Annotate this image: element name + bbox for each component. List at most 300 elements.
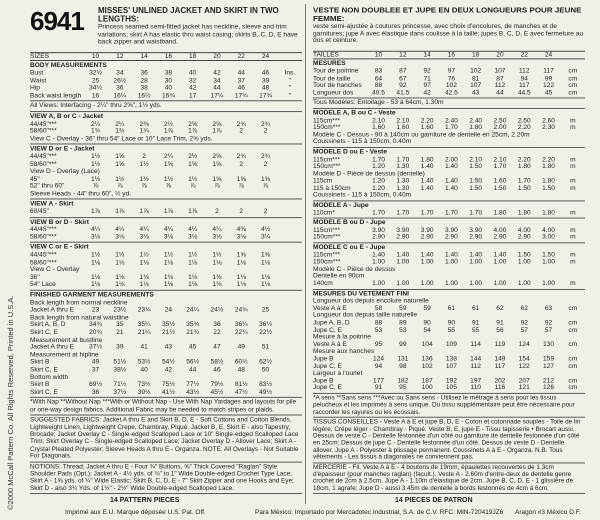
cell-value: 1⅛ [212,281,222,289]
cell-value: 107 [470,82,482,90]
cell-value: 1.40 [396,251,410,259]
cell-value: 1.40 [444,185,458,192]
row-label: 140cm [313,280,333,288]
section-heading: MODELE B ou D - Jupe [313,219,386,227]
cell-value: 110 [470,384,481,392]
french-description: veste semi-ajustée à coutures princesse, avec choix d'encolures, de manches et de garnitures; jupe A avec élastique dans coulisse à la taille; jupes B, C, D, E avec fermeture au dos et ceinture. [313,23,584,45]
cell-value: 154 [518,355,530,363]
cell-value: 1.50 [469,177,483,185]
cell-unit: cm [568,319,578,327]
cell-value: 1⅞ [115,208,125,216]
table-row [30,274,302,281]
cell-value: 23¾ [137,306,151,314]
mexico-footer: Para México: Importado por Mercadotec Industrial, S.A. de C.V. RFC: MIN-720419JZ6 [255,509,504,516]
cell-value: 2.10 [493,156,507,163]
cell-value: 2¾ [260,153,271,161]
cell-value: 1.80 [542,163,555,171]
english-suggested-fabrics: SUGGESTED FABRICS: Jacket A thru E and Skirt B, D, E - Soft Cottons and Cotton Blends, Lightweight Linen, Lightweight Crepe, Chambray, Piqué. Jacket B, E, Skirt E - also Tapestry, Brocade; Jacket Overlay C - Single-edged Scalloped Lace or 10" Single-edged Scalloped Lace Trim; Skirt Overlay C - Single-edged Scalloped Lace; Jacket Overlay D - Allover Lace; Skirt A - Crystal Pleated Polyester; Sleeve Heads A thru E - Organza. NOTE: All Overlays - Not Suitable For Diagonals. [30,416,302,463]
cell-value: 3⅛ [212,233,222,241]
cell-unit [278,252,302,259]
cell-value: ⅞ [117,183,123,190]
cell-value: 83 [374,67,383,75]
cell-unit [278,329,302,336]
row-label: Dentelle en 90cm [313,273,365,280]
cell-value: 1.00 [444,280,458,288]
cell-value: 1⅞ [163,127,173,135]
french-title: VESTE NON DOUBLEE ET JUPE EN DEUX LONGUEURS POUR JEUNE FEMME: [313,6,582,24]
row-label: 58/60"*** [30,258,57,266]
table-row [313,259,585,266]
cell-value: 36 [213,321,221,329]
row-label: 115cm [313,177,333,185]
cell-value: 1.40 [420,177,434,185]
cell-value: 37 [237,77,245,85]
cell-value: 1.50 [493,185,507,192]
cell-unit [278,183,302,190]
table-row [30,322,302,329]
table-row [30,176,302,183]
cell-value: 1⅝ [236,175,246,183]
table-row [313,132,585,139]
copyright-side-text: ©2000 McCall Pattern Co. All Rights Reserved. Printed in U.S.A. [6,295,15,510]
column-divider [305,4,306,504]
row-label: Jupe B [313,355,334,363]
yardage-section [313,109,585,148]
cell-unit: m [570,209,576,217]
cell-value: 1⅛ [260,273,271,281]
row-label: 150cm*** [313,124,341,131]
row-label: View D - Overlay (Lace) [30,168,100,175]
cell-value: 1.40 [444,177,458,185]
cell-value: 57 [520,326,528,334]
size-cell: 18 [472,51,480,59]
table-row [313,124,585,131]
cell-value: 2.90 [420,234,434,241]
cell-value: 1½ [139,175,149,183]
table-row [30,120,302,127]
cell-value: 37 [91,366,100,374]
row-label: Bottom width [30,373,69,381]
table-row [30,234,302,241]
cell-value: 24¼ [186,306,200,314]
cell-value: 34½ [89,84,102,92]
cell-value: 2 [239,160,244,168]
cell-value: 92 [544,319,553,327]
row-label: 45" [30,175,40,183]
section-heading: VIEW C or E - Skirt [30,244,89,251]
cell-value: 1.30 [396,177,410,185]
section-heading: MESURES [313,60,346,68]
cell-value: 75½ [161,381,175,389]
table-row [313,266,585,273]
cell-unit: cm [568,377,578,385]
cell-value: 1.50 [542,185,555,192]
cell-value: 1⅝ [188,160,198,168]
cell-value: 1.40 [444,251,458,259]
row-label: 115 à 150cm [313,185,351,192]
table-row [313,227,585,234]
cell-unit [278,259,302,266]
cell-value: 42.5 [444,89,458,97]
row-label: 150cm*** [313,234,341,241]
cell-value: 2.10 [372,117,385,124]
cell-value: 87 [399,67,407,75]
cell-value: 3.90 [396,226,410,234]
cell-value: 76 [447,75,456,82]
table-row [30,153,302,160]
english-description: Princess seamed semi-fitted jacket has neckline, sleeve and trim variations; skirt A has elastic thru waist casing; skirts B, C, D, E have back zipper and waistband. [98,23,298,46]
cell-value: 2¾ [260,120,271,128]
cell-value: 2 [263,127,268,135]
size-cell: 14 [423,51,431,59]
cell-value: 2 [239,127,244,135]
row-label: Waist [30,77,47,85]
cell-unit: cm [568,384,578,392]
cell-value: 2¼ [115,120,125,128]
cell-value: 40 [164,84,173,92]
cell-value: 90 [423,319,431,327]
cell-value: 1⅛ [188,273,198,281]
cell-value: 1.50 [517,251,531,259]
cell-value: 1¾ [115,127,125,135]
cell-value: 38 [140,84,148,92]
cell-value: 202 [494,377,506,385]
cell-unit [278,234,302,241]
cell-value: 24½ [210,306,224,314]
cell-value: 4½ [260,226,271,234]
cell-value: 62½ [259,358,272,366]
cell-value: 81 [472,75,480,82]
cell-value: 44 [213,84,221,92]
cell-value: 2 [263,208,268,216]
cell-unit: " [288,84,291,92]
cell-value: 40 [189,69,197,77]
cell-value: 1⅝ [115,160,125,168]
cell-value: 1.50 [469,185,483,192]
size-cell: 20 [496,51,504,59]
cell-value: 2⅝ [212,120,222,128]
cell-value: 32 [189,77,197,85]
yardage-section [30,218,302,243]
cell-value: 58 [374,305,383,312]
table-row [30,337,302,344]
cell-value: 71½ [113,381,127,389]
table-row [30,366,302,373]
cell-unit: m [570,117,576,124]
cell-value: 1½ [90,153,101,161]
english-yardage-chart [30,112,302,398]
cell-value: 92 [520,319,528,327]
cell-value: 44 [496,89,504,97]
cell-value: 1.50 [469,163,483,171]
cell-value: 1⅛ [163,273,173,281]
cell-value: 2.50 [493,117,507,124]
cell-value: 1.00 [372,280,385,288]
cell-value: 51 [261,343,270,351]
table-row [30,135,302,142]
table-row [313,280,585,287]
cell-value: 64 [374,75,383,82]
cell-value: 131 [397,355,409,363]
cell-value: 102 [421,362,433,370]
section-heading: MODELE A - Jupe [313,202,369,210]
cell-value: 71 [423,75,431,82]
cell-value: 1.00 [420,280,434,288]
cell-value: 2.20 [420,117,434,124]
cell-value: 1.70 [396,209,410,217]
cell-value: ⅞ [238,183,244,190]
cell-value: 109 [445,341,457,348]
row-label: Measurement at hipline [30,351,99,359]
cell-value: 1.70 [396,156,410,163]
row-label: Tour de hanches [313,82,362,90]
cell-value: 17¾ [259,92,272,100]
cell-value: 127 [543,362,555,370]
size-cell: 24 [544,51,553,59]
table-row [30,77,302,84]
cell-unit [278,208,302,215]
row-label: 110cm* [313,209,335,217]
cell-value: 1.80 [542,177,555,185]
cell-value: 136 [421,355,433,363]
yardage-section [313,219,585,244]
row-label: 115cm*** [313,117,340,124]
cell-value: 40.5 [372,89,385,97]
cell-value: 4.00 [517,226,531,234]
cell-value: 3¼ [260,233,271,241]
cell-value: 4.00 [542,226,555,234]
cell-value: 117 [543,67,554,75]
cell-value: 55 [447,326,456,334]
cell-value: 35¾ [186,321,200,329]
cell-unit [278,389,302,396]
size-cell: 18 [189,52,197,60]
cell-unit: cm [568,67,578,75]
cell-value: 4⅜ [236,226,246,234]
row-label: Skirt A, B, D [30,321,66,329]
cell-value: 1½ [188,175,198,183]
size-cell: 12 [399,51,407,59]
cell-value: 1⅛ [236,258,246,266]
cell-value: 1½ [139,251,149,259]
table-row [30,161,302,168]
cell-value: 1⅝ [236,251,246,259]
size-cell: 16 [447,51,456,59]
table-row [313,90,585,97]
row-label: Skirt B [30,358,50,366]
cell-value: 1.00 [517,280,531,288]
cell-value: 126 [543,384,555,392]
section-heading: MODELE A, B ou C - Veste [313,109,396,117]
cell-value: 121 [518,384,530,392]
table-row [313,139,585,146]
cell-value: 112 [518,67,530,75]
yardage-section [30,145,302,200]
cell-value: 112 [470,362,481,370]
cell-value: 1.40 [469,251,483,259]
cell-value: 43½ [186,388,200,396]
cell-value: 46 [213,366,221,374]
cell-value: 17 [189,92,197,100]
cell-value: 92 [399,82,407,90]
cell-value: 1.50 [517,185,531,192]
cell-value: 1.00 [542,280,555,288]
row-label: Bust [30,69,44,77]
table-row [30,190,302,197]
row-label: 58/60"*** [30,127,57,135]
cell-unit: m [570,226,576,234]
table-row [313,341,585,348]
french-body-measurements [313,60,585,109]
cell-value: 1½ [90,251,101,259]
body-measurements-section [30,61,302,101]
english-column [30,6,302,494]
cell-value: 62 [496,305,504,312]
row-label: Jupe B [313,377,334,385]
cell-value: 182 [397,377,409,385]
cell-value: 1.40 [444,163,458,171]
cell-value: 56 [496,326,504,334]
cell-unit [278,226,302,233]
cell-unit: cm [568,82,578,90]
cell-value: 1⅛ [260,281,271,289]
section-heading: FINISHED GARMENT MEASUREMENTS [30,291,154,299]
cell-value: 28 [140,77,148,85]
row-label: Modèle D - Pièce de dessus (dentelle) [313,170,425,178]
cell-value: 53½ [137,358,151,366]
row-label: Mesure aux hanches [313,348,375,356]
yardage-section [30,200,302,218]
cell-unit [278,161,302,168]
table-row [30,266,302,273]
cell-value: 40 [140,366,148,374]
english-title: MISSES' UNLINED JACKET AND SKIRT IN TWO LENGTHS: [98,6,279,24]
table-row [313,192,585,199]
cell-value: 1⅛ [163,281,173,289]
cell-value: 2¼ [163,153,173,161]
row-label: 44/45"*** [30,226,57,234]
cell-value: 1⅝ [115,153,125,161]
cell-value: 38 [164,69,173,77]
yardage-section [313,148,585,202]
row-label: Tour de taille [313,75,351,82]
table-row [30,168,302,175]
cell-unit [278,120,302,127]
table-row [313,68,585,75]
cell-value: 197 [470,377,482,385]
cell-value: 92 [423,67,431,75]
row-label: Longueur dos [313,89,354,97]
cell-value: 46 [237,84,245,92]
table-row [30,281,302,288]
cell-value: 1.00 [542,258,555,266]
cell-value: 1⅛ [90,273,101,281]
cell-unit: m [570,234,576,241]
cell-unit: cm [568,89,578,97]
cell-value: 60½ [234,358,248,366]
cell-unit [278,344,302,351]
cell-value: ⅞ [92,183,99,190]
french-yardage-chart [313,109,585,394]
section-heading: VIEW A - Skirt [30,200,74,208]
cell-value: 24 [164,306,173,314]
table-row [313,75,585,82]
french-pattern-pieces-count: 14 PIECES DE PATRON [395,497,473,504]
row-label: Longueur dos depuis taille naturelle [313,312,418,319]
cell-value: ⅞ [262,183,269,190]
cell-value: 107 [445,362,457,370]
cell-value: 1.00 [372,258,385,266]
cell-value: 149 [494,355,506,363]
cell-value: 1.50 [542,251,555,259]
row-label: Mesure à la poitrine [313,333,371,341]
cell-unit [278,322,302,329]
cell-value: 1.40 [420,251,434,259]
table-row [30,208,302,215]
cell-value: 99 [399,341,407,348]
row-label: Coussinets - 115 à 150cm, 0.40m [313,192,412,199]
cell-value: 2.90 [493,234,507,241]
cell-value: 1.70 [372,209,385,217]
cell-unit [278,381,302,388]
cell-value: 1⅝ [212,175,222,183]
cell-unit: m [570,280,576,288]
cell-value: 57 [544,326,553,334]
row-label: View C - Overlay - 36" thru 54" Lace or 10" Lace Trim, 2⅝ yds. [30,135,213,143]
cell-value: 3.00 [542,234,555,241]
cell-value: 37½ [89,343,102,351]
cell-value: 34 [116,69,124,77]
cell-value: 1⅞ [188,208,198,216]
cell-value: 2.20 [517,156,531,163]
cell-value: 53 [399,326,407,334]
cell-value: 4¼ [188,226,198,234]
cell-value: 36 [116,84,124,92]
row-label: Jacket A thru E [30,306,74,314]
cell-value: 35 [116,321,124,329]
table-row [313,305,585,312]
section-heading: MODELE D ou E - Veste [313,148,388,156]
cell-value: 4¼ [163,226,173,234]
cell-value: 124 [518,341,530,348]
cell-value: 36½ [259,321,272,329]
section-heading: VIEW B or D - Skirt [30,218,89,226]
cell-value: 2.90 [517,234,531,241]
cell-value: 3⅛ [188,233,198,241]
cell-value: 144 [470,355,482,363]
cell-value: 1.00 [396,258,410,266]
cell-value: 1½ [163,251,173,259]
row-label: Back waist length [30,92,82,100]
table-row [30,70,302,77]
row-label: Skirt C, E [30,366,58,374]
row-label: Veste A à E [313,341,347,348]
cell-value: 23 [91,306,100,314]
cell-value: 2.60 [542,117,555,124]
row-label: Jupe C, E [313,362,342,370]
cell-value: 1⅛ [188,281,198,289]
table-row [30,329,302,336]
cell-value: 95 [374,341,383,348]
row-label: 115cm*** [313,156,340,163]
table-row [313,370,585,377]
french-size-header [313,51,585,60]
table-row [313,178,585,185]
sizes-label: TAILLES [313,51,339,59]
cell-value: 49 [91,358,100,366]
table-row [313,312,585,319]
table-row [313,163,585,170]
